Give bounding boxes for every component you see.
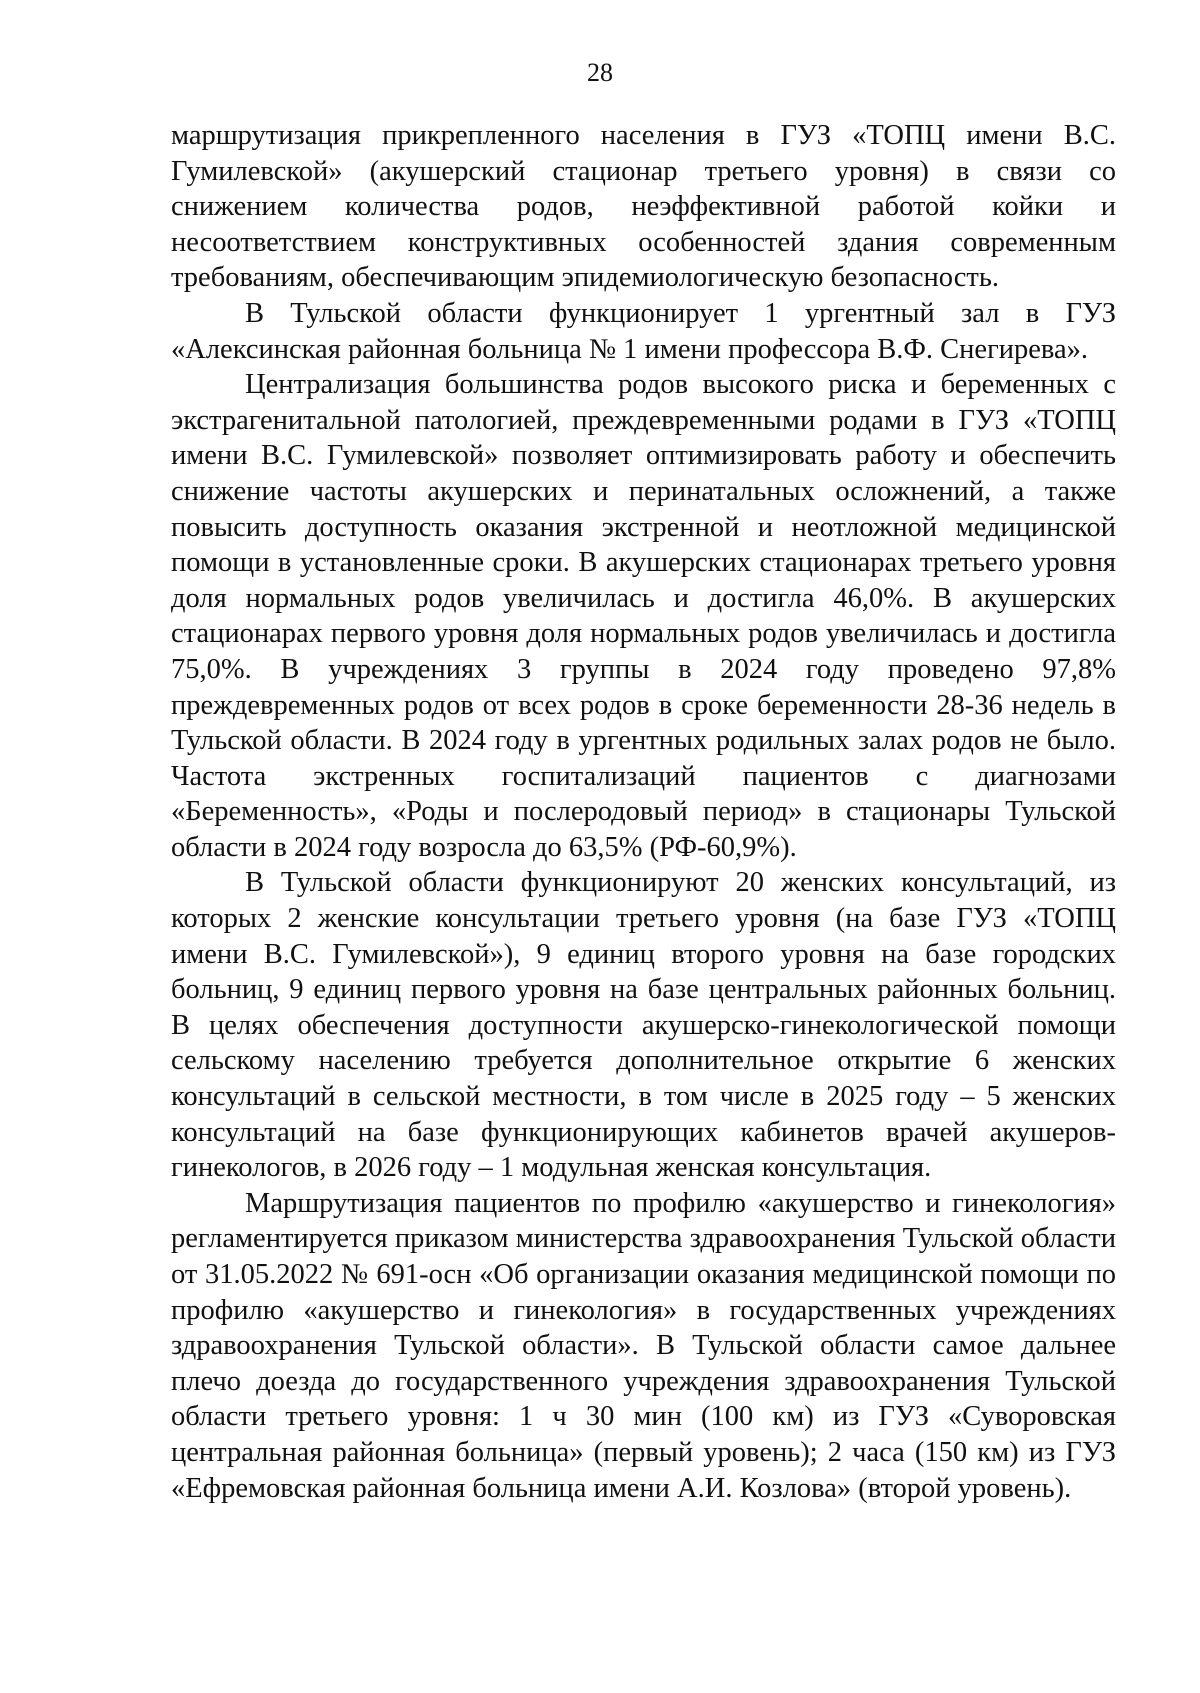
paragraph-urgent-hall: В Тульской области функционирует 1 ургентный зал в ГУЗ «Алексинская районная больница № 1 имени профессора В.Ф. Снегирева». [171, 297, 1116, 365]
paragraph-patient-routing: Маршрутизация пациентов по профилю «акушерство и гинекология» регламентируется приказом министерства здравоохранения Тульской области от 31.05.2022 № 691-осн «Об организации оказания медицинской помощи по профилю «акушерство и гинекология» в государственных учреждениях здравоохранения Тульской области». В Тульской области самое дальнее плечо доезда до государственного учреждения здравоохранения Тульской области третьего уровня: 1 ч 30 мин (100 км) из ГУЗ «Суворовская центральная районная больница» (первый уровень); 2 часа (150 км) из ГУЗ «Ефремовская районная больница имени А.И. Козлова» (второй уровень). [171, 1187, 1116, 1504]
paragraph-centralization: Централизация большинства родов высокого риска и беременных с экстрагенитальной патологией, преждевременными родами в ГУЗ «ТОПЦ имени В.С. Гумилевской» позволяет оптимизировать работу и обеспечить снижение частоты акушерских и перинатальных осложнений, а также повысить доступность оказания экстренной и неотложной медицинской помощи в установленные сроки. В акушерских стационарах третьего уровня доля нормальных родов увеличилась и достигла 46,0%. В акушерских стационарах первого уровня доля нормальных родов увеличилась и достигла 75,0%. В учреждениях 3 группы в 2024 году проведено 97,8% преждевременных родов от всех родов в сроке беременности 28-36 недель в Тульской области. В 2024 году в ургентных родильных залах родов не было. Частота экстренных госпитализаций пациентов с диагнозами «Беременность», «Роды и послеродовый период» в стационары Тульской области в 2024 году возросла до 63,5% (РФ-60,9%). [171, 369, 1116, 863]
paragraph-womens-consultations: В Тульской области функционируют 20 женских консультаций, из которых 2 женские консультации третьего уровня (на базе ГУЗ «ТОПЦ имени В.С. Гумилевской»), 9 единиц второго уровня на базе городских больниц, 9 единиц первого уровня на базе центральных районных больниц. В целях обеспечения доступности акушерско-гинекологической помощи сельскому населению требуется дополнительное открытие 6 женских консультаций в сельской местности, в том числе в 2025 году – 5 женских консультаций на базе функционирующих кабинетов врачей акушеров-гинекологов, в 2026 году – 1 модульная женская консультация. [171, 867, 1116, 1184]
paragraph-routing-continuation: маршрутизация прикрепленного населения в ГУЗ «ТОПЦ имени В.С. Гумилевской» (акушерский стационар третьего уровня) в связи со снижением количества родов, неэффективной работой койки и несоответствием конструктивных особенностей здания современным требованиям, обеспечивающим эпидемиологическую безопасность. [171, 120, 1116, 294]
page-number: 28 [587, 58, 613, 87]
document-body [171, 118, 1116, 1506]
